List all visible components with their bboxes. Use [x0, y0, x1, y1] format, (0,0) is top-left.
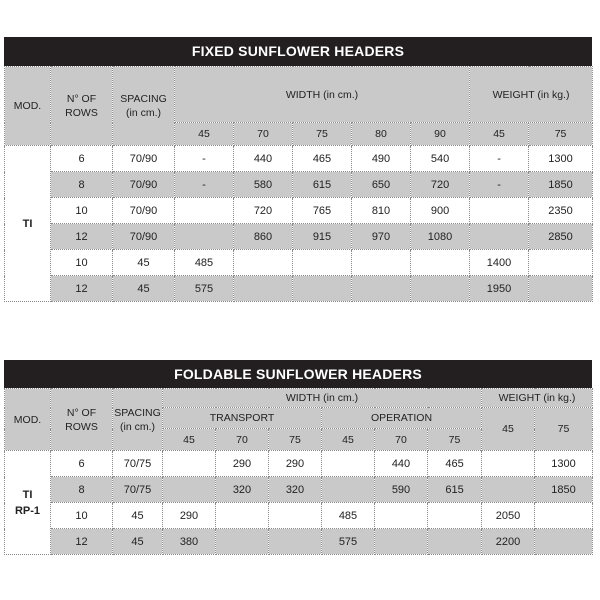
- value-cell: [269, 529, 322, 555]
- width-col-header: 90: [411, 123, 470, 146]
- value-cell: 615: [428, 477, 482, 503]
- rows-header: N° OF ROWS: [51, 67, 113, 146]
- spacing-cell: 45: [113, 250, 175, 276]
- width-col-header: 70: [234, 123, 293, 146]
- value-cell: [163, 451, 216, 477]
- rows-header: N° OF ROWS: [51, 389, 113, 451]
- value-cell: 650: [352, 172, 411, 198]
- rows-cell: 12: [51, 276, 113, 302]
- value-cell: [175, 198, 234, 224]
- model-line-2: RP-1: [14, 504, 41, 517]
- value-cell: 765: [293, 198, 352, 224]
- value-cell: 1850: [529, 172, 593, 198]
- rows-cell: 12: [51, 529, 113, 555]
- operation-col-header: 75: [428, 429, 482, 451]
- value-cell: -: [175, 146, 234, 172]
- value-cell: [234, 276, 293, 302]
- weight-col-header: 75: [535, 408, 593, 451]
- rows-cell: 6: [51, 146, 113, 172]
- foldable-spec-table: [4, 388, 593, 555]
- value-cell: [470, 224, 529, 250]
- rows-cell: 10: [51, 503, 113, 529]
- table-row: [5, 503, 593, 529]
- spacing-cell: 70/90: [113, 172, 175, 198]
- value-cell: [322, 477, 375, 503]
- value-cell: [216, 503, 269, 529]
- spacing-cell: 70/75: [113, 477, 163, 503]
- transport-col-header: 75: [269, 429, 322, 451]
- table-row: [5, 477, 593, 503]
- spacing-cell: 45: [113, 503, 163, 529]
- value-cell: 720: [411, 172, 470, 198]
- value-cell: 970: [352, 224, 411, 250]
- width-col-header: 75: [293, 123, 352, 146]
- transport-header: TRANSPORT: [163, 408, 322, 429]
- value-cell: [470, 198, 529, 224]
- value-cell: 1400: [470, 250, 529, 276]
- fixed-headers-table: [4, 37, 592, 302]
- table-row: [5, 529, 593, 555]
- value-cell: [428, 529, 482, 555]
- value-cell: 290: [269, 451, 322, 477]
- value-cell: 860: [234, 224, 293, 250]
- value-cell: 440: [375, 451, 428, 477]
- model-cell: [5, 451, 51, 555]
- value-cell: 575: [322, 529, 375, 555]
- foldable-headers-table: [4, 360, 592, 555]
- weight-col-header: 45: [470, 123, 529, 146]
- weight-header: WEIGHT (in kg.): [482, 389, 593, 408]
- weight-header: WEIGHT (in kg.): [470, 67, 593, 123]
- value-cell: [375, 529, 428, 555]
- value-cell: [411, 250, 470, 276]
- value-cell: 2200: [482, 529, 535, 555]
- rows-cell: 12: [51, 224, 113, 250]
- value-cell: -: [470, 172, 529, 198]
- value-cell: [482, 451, 535, 477]
- value-cell: 2850: [529, 224, 593, 250]
- value-cell: [428, 503, 482, 529]
- fixed-table-title: FIXED SUNFLOWER HEADERS: [4, 37, 592, 66]
- value-cell: 290: [216, 451, 269, 477]
- spacing-header: SPACING (in cm.): [113, 67, 175, 146]
- value-cell: 320: [269, 477, 322, 503]
- value-cell: [352, 250, 411, 276]
- value-cell: 290: [163, 503, 216, 529]
- value-cell: 575: [175, 276, 234, 302]
- value-cell: 1300: [529, 146, 593, 172]
- value-cell: 720: [234, 198, 293, 224]
- value-cell: [269, 503, 322, 529]
- value-cell: [293, 250, 352, 276]
- model-line-1: TI: [22, 488, 33, 501]
- value-cell: 490: [352, 146, 411, 172]
- value-cell: 540: [411, 146, 470, 172]
- value-cell: [163, 477, 216, 503]
- width-col-header: 80: [352, 123, 411, 146]
- value-cell: 1080: [411, 224, 470, 250]
- operation-col-header: 70: [375, 429, 428, 451]
- value-cell: [234, 250, 293, 276]
- value-cell: [529, 276, 593, 302]
- value-cell: 485: [175, 250, 234, 276]
- value-cell: 915: [293, 224, 352, 250]
- value-cell: 440: [234, 146, 293, 172]
- table-row: [5, 451, 593, 477]
- spacing-cell: 70/90: [113, 198, 175, 224]
- value-cell: 580: [234, 172, 293, 198]
- value-cell: 380: [163, 529, 216, 555]
- value-cell: 810: [352, 198, 411, 224]
- value-cell: [216, 529, 269, 555]
- table-row: [5, 276, 593, 302]
- spacing-cell: 70/90: [113, 224, 175, 250]
- spacing-cell: 70/75: [113, 451, 163, 477]
- model-cell: TI: [5, 146, 51, 302]
- table-row: [5, 224, 593, 250]
- value-cell: [535, 529, 593, 555]
- operation-col-header: 45: [322, 429, 375, 451]
- rows-cell: 10: [51, 198, 113, 224]
- rows-cell: 8: [51, 477, 113, 503]
- transport-col-header: 70: [216, 429, 269, 451]
- mod-header: MOD.: [5, 389, 51, 451]
- value-cell: 1300: [535, 451, 593, 477]
- value-cell: 2350: [529, 198, 593, 224]
- value-cell: [535, 503, 593, 529]
- weight-col-header: 45: [482, 408, 535, 451]
- value-cell: [482, 477, 535, 503]
- width-header: WIDTH (in cm.): [163, 389, 482, 408]
- spacing-cell: 70/90: [113, 146, 175, 172]
- value-cell: 485: [322, 503, 375, 529]
- foldable-table-title: FOLDABLE SUNFLOWER HEADERS: [4, 360, 592, 388]
- value-cell: 1950: [470, 276, 529, 302]
- value-cell: 615: [293, 172, 352, 198]
- value-cell: [352, 276, 411, 302]
- value-cell: [175, 224, 234, 250]
- rows-cell: 10: [51, 250, 113, 276]
- width-col-header: 45: [175, 123, 234, 146]
- transport-col-header: 45: [163, 429, 216, 451]
- operation-header: OPERATION: [322, 408, 482, 429]
- weight-col-header: 75: [529, 123, 593, 146]
- value-cell: [411, 276, 470, 302]
- table-row: [5, 198, 593, 224]
- value-cell: 900: [411, 198, 470, 224]
- table-row: [5, 146, 593, 172]
- spacing-cell: 45: [113, 529, 163, 555]
- spacing-cell: 45: [113, 276, 175, 302]
- value-cell: [529, 250, 593, 276]
- value-cell: 465: [293, 146, 352, 172]
- table-row: [5, 172, 593, 198]
- spacing-header: SPACING (in cm.): [113, 389, 163, 451]
- value-cell: [293, 276, 352, 302]
- value-cell: 465: [428, 451, 482, 477]
- table-row: [5, 250, 593, 276]
- width-header: WIDTH (in cm.): [175, 67, 470, 123]
- value-cell: -: [175, 172, 234, 198]
- value-cell: [322, 451, 375, 477]
- value-cell: 2050: [482, 503, 535, 529]
- value-cell: 1850: [535, 477, 593, 503]
- value-cell: 320: [216, 477, 269, 503]
- fixed-spec-table: [4, 66, 593, 302]
- value-cell: -: [470, 146, 529, 172]
- rows-cell: 8: [51, 172, 113, 198]
- value-cell: [375, 503, 428, 529]
- mod-header: MOD.: [5, 67, 51, 146]
- rows-cell: 6: [51, 451, 113, 477]
- value-cell: 590: [375, 477, 428, 503]
